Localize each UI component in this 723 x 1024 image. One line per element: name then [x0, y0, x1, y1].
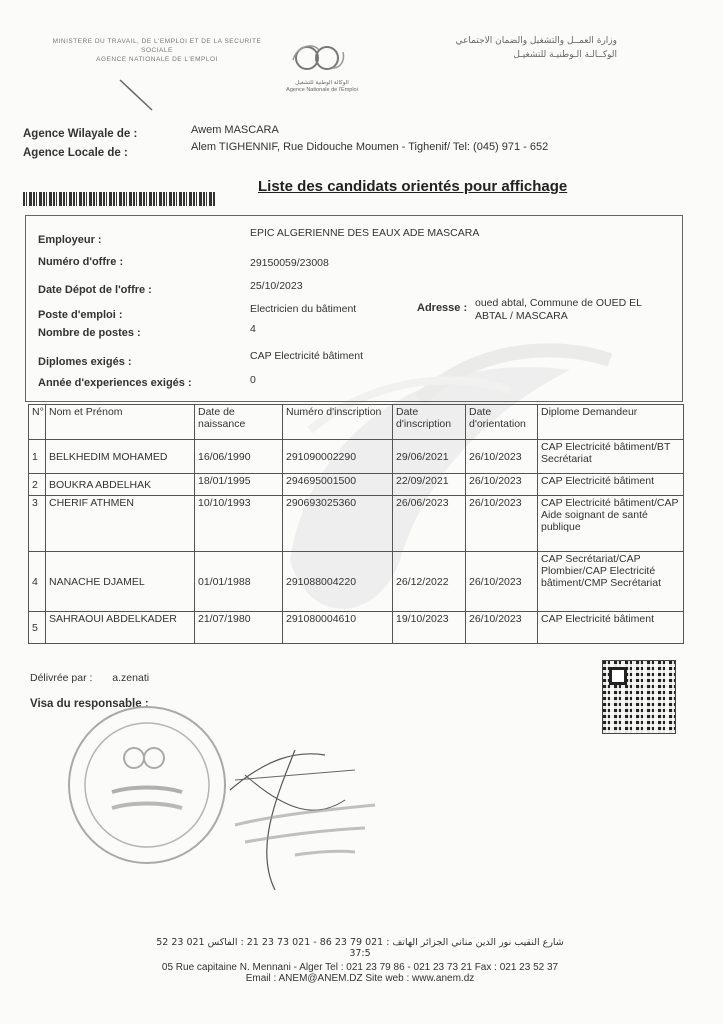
- agency-wilayale-label: Agence Wilayale de :: [23, 128, 138, 140]
- diplomes-label: Diplomes exigés :: [38, 356, 132, 368]
- poste-label: Poste d'emploi :: [38, 309, 123, 321]
- pen-mark: [118, 78, 158, 114]
- footer-ar-line: شارع النقيب نور الدين مناني الجزائر الهاتف : 021 79 23 86 - 021 73 23 21 : الفاكس 021 23 52: [156, 937, 564, 948]
- col-header-diplome: Diplome Demandeur: [538, 405, 684, 440]
- date-depot-label: Date Dépot de l'offre :: [38, 284, 152, 296]
- ministry-fr-line2: AGENCE NATIONALE DE L'EMPLOI: [96, 56, 218, 63]
- numero-offre-label: Numéro d'offre :: [38, 256, 124, 268]
- cell-numero: 1: [29, 440, 46, 474]
- cell-date-orientation: 26/10/2023: [466, 440, 538, 474]
- col-header-date-inscription: Date d'inscription: [393, 405, 466, 440]
- table-row: [29, 552, 684, 612]
- cell-numero: 4: [29, 552, 46, 612]
- date-depot-value: 25/10/2023: [250, 280, 303, 292]
- cell-nom: SAHRAOUI ABDELKADER: [46, 612, 195, 644]
- cell-diplome: CAP Electricité bâtiment: [538, 474, 684, 496]
- footer-ar-line2: 37:5: [349, 948, 371, 959]
- agency-locale-label: Agence Locale de :: [23, 147, 128, 159]
- ministry-french: [52, 37, 262, 64]
- nombre-postes-value: 4: [250, 323, 256, 335]
- table-header-row: [29, 405, 684, 440]
- cell-numero: 3: [29, 496, 46, 552]
- cell-date-inscription: 26/12/2022: [393, 552, 466, 612]
- adresse-value: oued abtal, Commune de OUED EL ABTAL / MASCARA: [475, 297, 642, 322]
- cell-nom: NANACHE DJAMEL: [46, 552, 195, 612]
- footer-fr-line2: Email : ANEM@ANEM.DZ Site web : www.anem.dz: [245, 973, 475, 984]
- agency-wilayale-value: Awem MASCARA: [191, 124, 279, 136]
- cell-numero: 2: [29, 474, 46, 496]
- table-row: [29, 440, 684, 474]
- delivered-value: a.zenati: [112, 672, 150, 684]
- table-row: [29, 612, 684, 644]
- delivered-label: Délivrée par :: [30, 672, 93, 684]
- cell-naissance: 21/07/1980: [195, 612, 283, 644]
- cell-naissance: 18/01/1995: [195, 474, 283, 496]
- cell-diplome: CAP Electricité bâtiment: [538, 612, 684, 644]
- ministry-ar-line2: الوكــالـة الـوطنيـة للتشغيـل: [513, 50, 617, 60]
- cell-inscription: 291080004610: [283, 612, 393, 644]
- agency-locale-value: Alem TIGHENNIF, Rue Didouche Moumen - Tighenif/ Tel: (045) 971 - 652: [191, 141, 549, 153]
- document-title: Liste des candidats orientés pour affichage: [258, 178, 568, 195]
- ministry-fr-line1: MINISTERE DU TRAVAIL, DE L'EMPLOI ET DE LA SECURITE SOCIALE: [52, 38, 262, 54]
- candidates-table: [28, 404, 684, 644]
- barcode: [23, 192, 215, 206]
- adresse-label: Adresse :: [417, 302, 468, 314]
- cell-inscription: 294695001500: [283, 474, 393, 496]
- footer-fr-line1: 05 Rue capitaine N. Mennani - Alger Tel : 021 23 79 86 - 021 23 73 21 Fax : 021 23 52 37: [161, 962, 559, 973]
- cell-inscription: 290693025360: [283, 496, 393, 552]
- cell-date-orientation: 26/10/2023: [466, 496, 538, 552]
- col-header-date-orientation: Date d'orientation: [466, 405, 538, 440]
- footer-french: [60, 962, 660, 984]
- diplomes-value: CAP Electricité bâtiment: [250, 350, 364, 362]
- cell-diplome: CAP Secrétariat/CAP Plombier/CAP Electricité bâtiment/CMP Secrétariat: [538, 552, 684, 612]
- cell-date-orientation: 26/10/2023: [466, 474, 538, 496]
- cell-date-inscription: 19/10/2023: [393, 612, 466, 644]
- logo-caption-ar: الوكالة الوطنية للتشغيل: [295, 80, 349, 86]
- logo-caption-fr: Agence Nationale de l'Emploi: [286, 87, 358, 93]
- employeur-label: Employeur :: [38, 234, 102, 246]
- cell-naissance: 16/06/1990: [195, 440, 283, 474]
- experience-label: Année d'experiences exigés :: [38, 377, 192, 389]
- cell-naissance: 01/01/1988: [195, 552, 283, 612]
- footer-arabic: [110, 937, 610, 959]
- cell-nom: BOUKRA ABDELHAK: [46, 474, 195, 496]
- col-header-numero: N°: [29, 405, 46, 440]
- col-header-inscription: Numéro d'inscription: [283, 405, 393, 440]
- poste-value: Electricien du bâtiment: [250, 303, 357, 315]
- delivered-by: [30, 672, 149, 684]
- cell-numero: 5: [29, 612, 46, 644]
- cell-date-inscription: 29/06/2021: [393, 440, 466, 474]
- cell-date-orientation: 26/10/2023: [466, 612, 538, 644]
- ministry-ar-line1: وزارة العمــل والتشغيل والضمان الاجتماعي: [455, 36, 617, 46]
- cell-diplome: CAP Electricité bâtiment/BT Secrétariat: [538, 440, 684, 474]
- cell-inscription: 291088004220: [283, 552, 393, 612]
- cell-date-inscription: 22/09/2021: [393, 474, 466, 496]
- cell-diplome: CAP Electricité bâtiment/CAP Aide soignant de santé publique: [538, 496, 684, 552]
- table-row: [29, 474, 684, 496]
- experience-value: 0: [250, 374, 256, 386]
- nombre-postes-label: Nombre de postes :: [38, 327, 141, 339]
- cell-naissance: 10/10/1993: [195, 496, 283, 552]
- col-header-naissance: Date de naissance: [195, 405, 283, 440]
- cell-nom: CHERIF ATHMEN: [46, 496, 195, 552]
- cell-date-orientation: 26/10/2023: [466, 552, 538, 612]
- cell-inscription: 291090002290: [283, 440, 393, 474]
- table-row: [29, 496, 684, 552]
- ministry-arabic: [395, 34, 617, 62]
- signature: [175, 730, 415, 900]
- visa-label: Visa du responsable :: [30, 698, 149, 710]
- cell-nom: BELKHEDIM MOHAMED: [46, 440, 195, 474]
- numero-offre-value: 29150059/23008: [250, 257, 329, 269]
- col-header-nom: Nom et Prénom: [46, 405, 195, 440]
- employeur-value: EPIC ALGERIENNE DES EAUX ADE MASCARA: [250, 227, 480, 239]
- cell-date-inscription: 26/06/2023: [393, 496, 466, 552]
- qr-code: [602, 660, 676, 734]
- logo-caption: [280, 80, 364, 94]
